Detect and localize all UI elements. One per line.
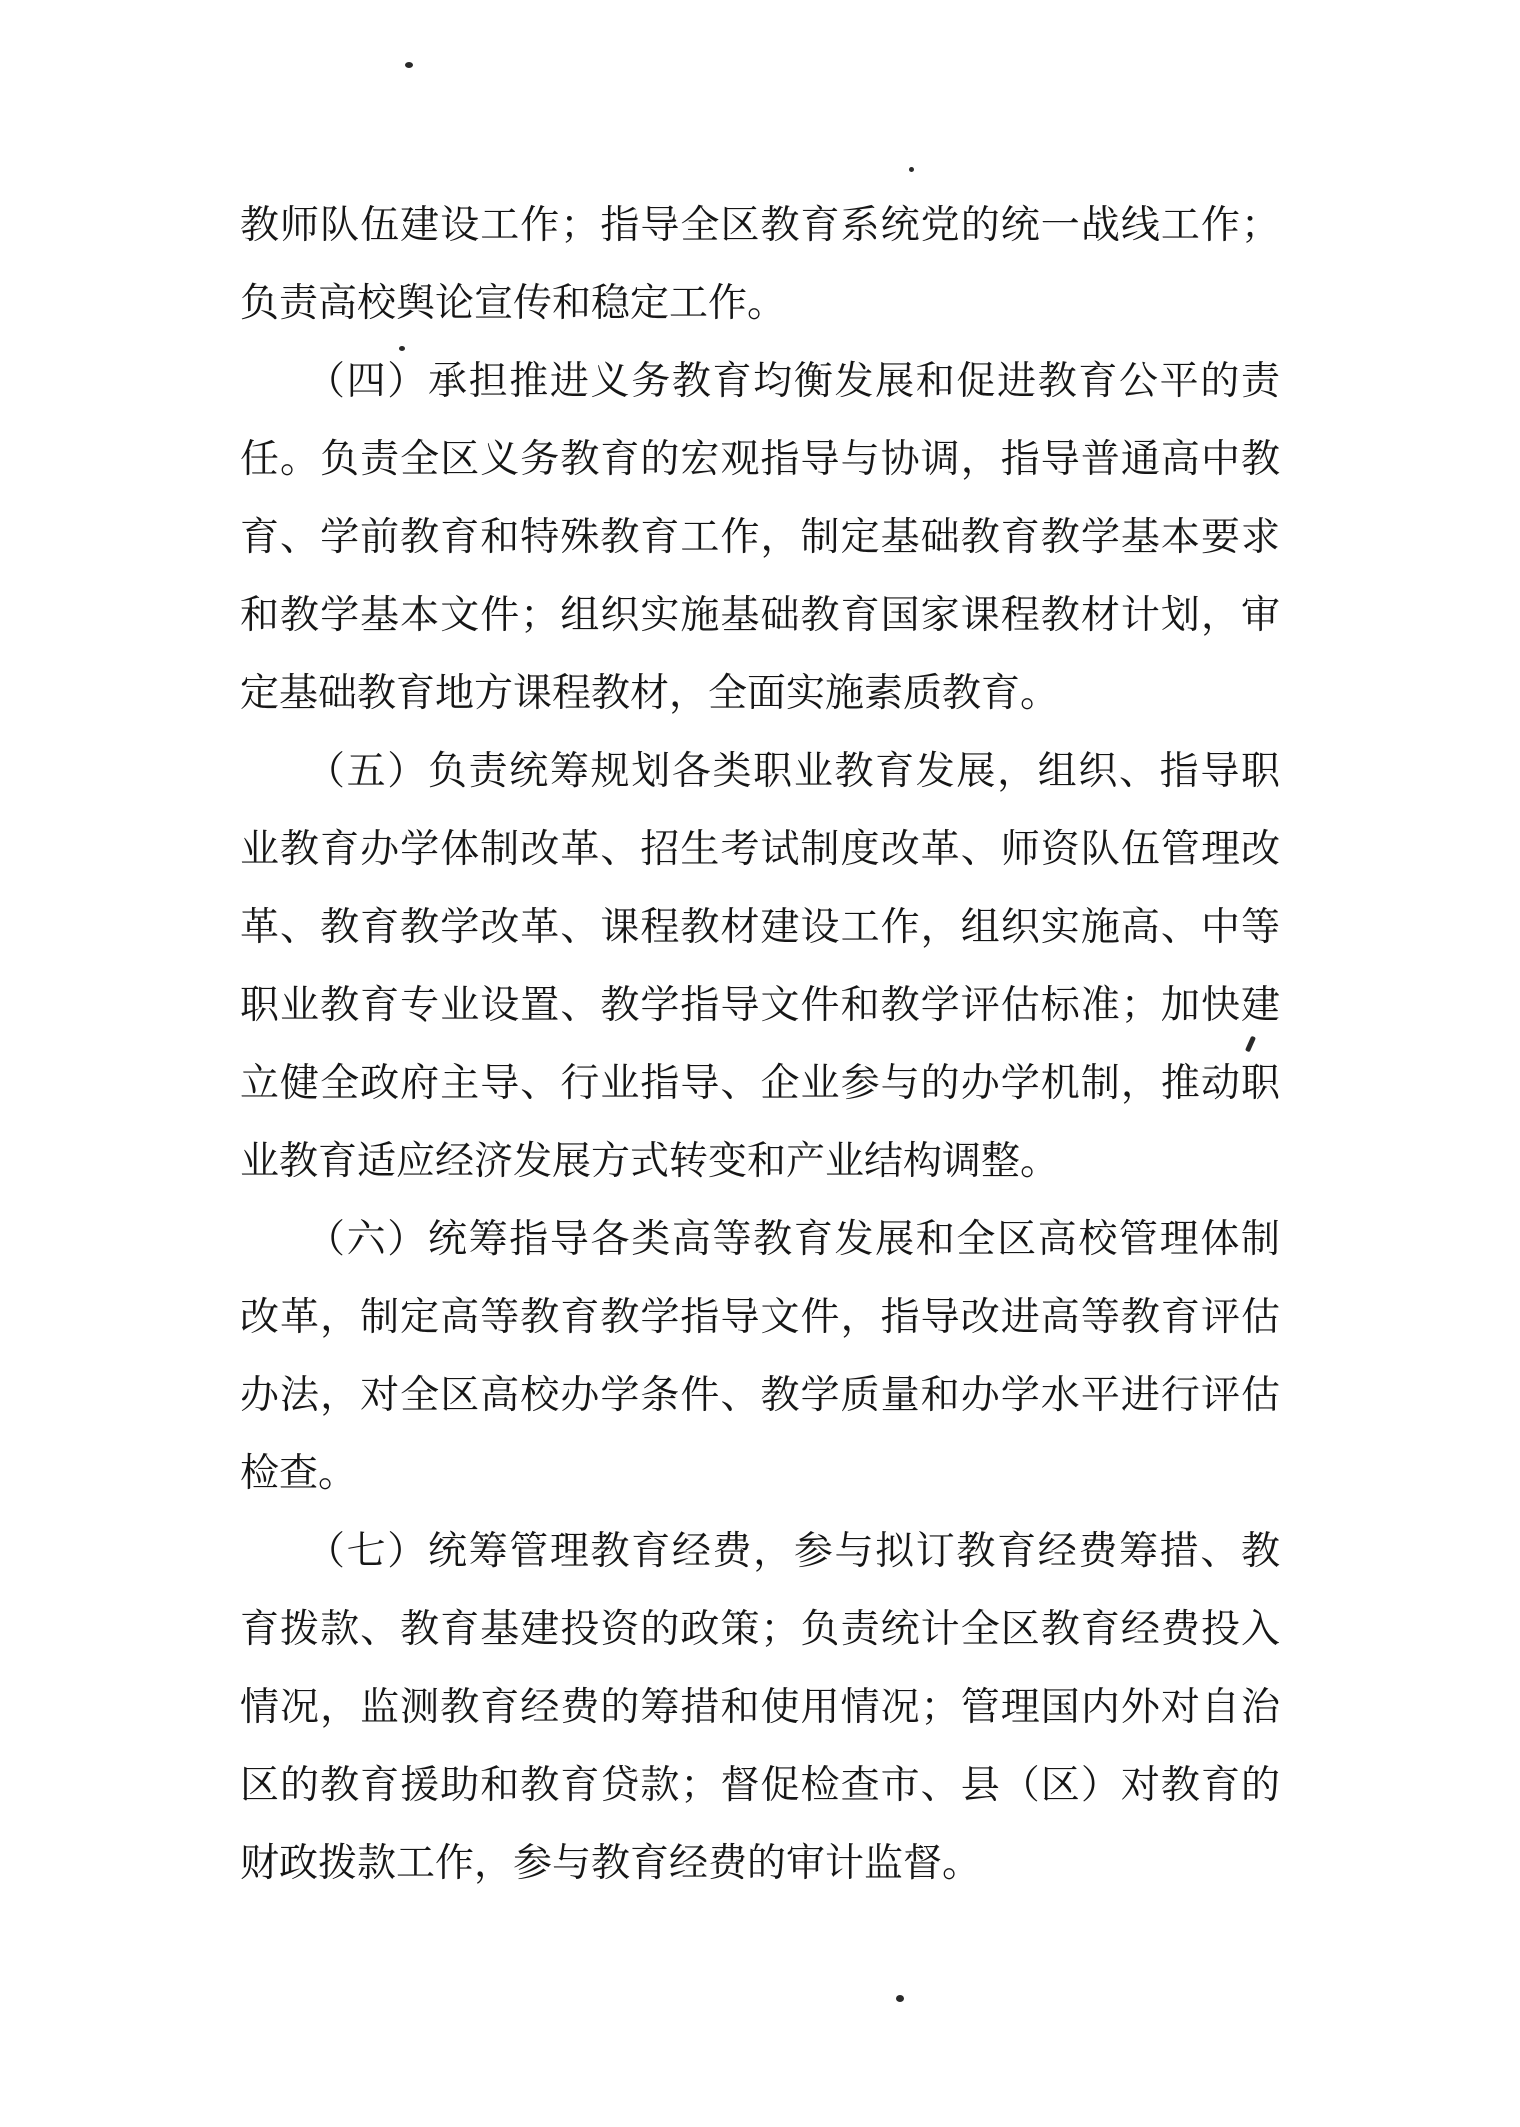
text-line: 业教育办学体制改革、招生考试制度改革、师资队伍管理改 <box>240 828 1280 871</box>
text-line: 和教学基本文件；组织实施基础教育国家课程教材计划，审 <box>240 594 1280 637</box>
text-line: 财政拨款工作，参与教育经费的审计监督。 <box>240 1842 982 1885</box>
scan-speck <box>405 62 413 68</box>
text-line: 业教育适应经济发展方式转变和产业结构调整。 <box>240 1140 1060 1183</box>
text-line: 办法，对全区高校办学条件、教学质量和办学水平进行评估 <box>240 1374 1280 1417</box>
text-line: 定基础教育地方课程教材，全面实施素质教育。 <box>240 672 1060 715</box>
text-line: 育、学前教育和特殊教育工作，制定基础教育教学基本要求 <box>240 516 1280 559</box>
text-line: 区的教育援助和教育贷款；督促检查市、县（区）对教育的 <box>240 1764 1280 1807</box>
text-line: 任。负责全区义务教育的宏观指导与协调，指导普通高中教 <box>240 438 1280 481</box>
text-line: （七）统筹管理教育经费，参与拟订教育经费筹措、教 <box>306 1530 1280 1573</box>
text-line: 改革，制定高等教育教学指导文件，指导改进高等教育评估 <box>240 1296 1280 1339</box>
text-line: 职业教育专业设置、教学指导文件和教学评估标准；加快建 <box>240 984 1280 1027</box>
text-line: 检查。 <box>240 1452 358 1495</box>
text-line: 立健全政府主导、行业指导、企业参与的办学机制，推动职 <box>240 1062 1280 1105</box>
text-line: 革、教育教学改革、课程教材建设工作，组织实施高、中等 <box>240 906 1280 949</box>
text-line: （四）承担推进义务教育均衡发展和促进教育公平的责 <box>306 360 1280 403</box>
text-line: （六）统筹指导各类高等教育发展和全区高校管理体制 <box>306 1218 1280 1261</box>
text-block <box>240 187 1280 1903</box>
scan-speck <box>896 1995 904 2002</box>
text-line: 教师队伍建设工作；指导全区教育系统党的统一战线工作； <box>240 204 1280 247</box>
scan-speck <box>399 346 405 351</box>
text-line: 负责高校舆论宣传和稳定工作。 <box>240 282 787 325</box>
text-line: 情况，监测教育经费的筹措和使用情况；管理国内外对自治 <box>240 1686 1280 1729</box>
scan-speck <box>909 167 914 172</box>
text-line: 育拨款、教育基建投资的政策；负责统计全区教育经费投入 <box>240 1608 1280 1651</box>
text-line: （五）负责统筹规划各类职业教育发展，组织、指导职 <box>306 750 1280 793</box>
